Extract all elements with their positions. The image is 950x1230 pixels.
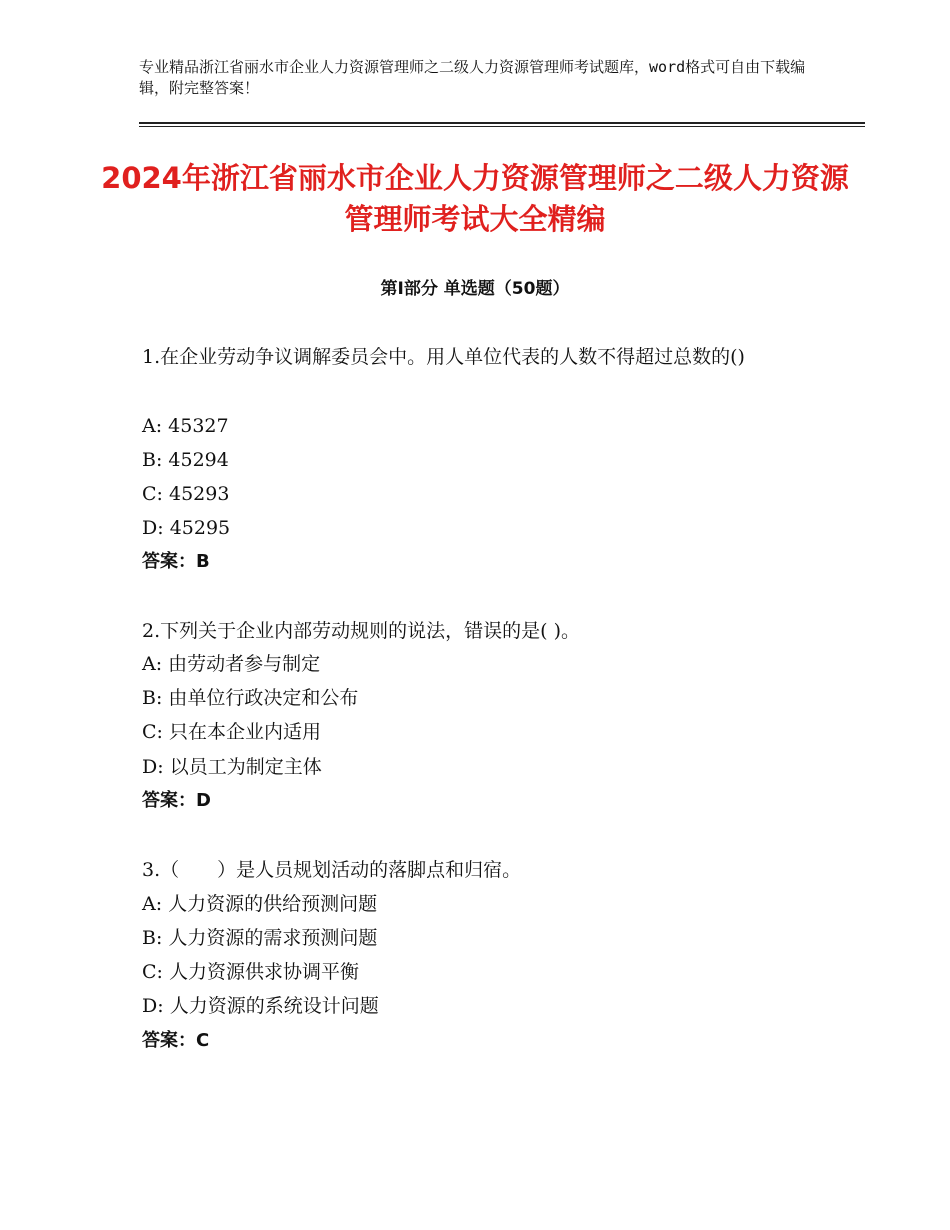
question-2-answer: 答案：D: [142, 790, 211, 811]
question-3-option-b: [142, 925, 377, 951]
option-text: 45327: [168, 415, 229, 437]
option-text: 人力资源的供给预测问题: [168, 893, 378, 915]
option-text: 45294: [168, 449, 229, 471]
option-key: C:: [142, 961, 163, 983]
option-text: 人力资源的系统设计问题: [169, 995, 379, 1017]
question-3-option-a: [142, 891, 377, 917]
option-key: A:: [142, 893, 163, 915]
section-heading: 第Ⅰ部分 单选题（50题）: [380, 279, 570, 299]
question-1-option-c: [142, 481, 229, 507]
document-title: 2024年浙江省丽水市企业人力资源管理师之二级人力资源管理师考试大全精编: [101, 161, 849, 236]
question-2-option-b: [142, 685, 358, 711]
question-3-stem: 3.（ ）是人员规划活动的落脚点和归宿。: [142, 859, 522, 881]
option-key: A:: [142, 415, 163, 437]
question-3-option-d: [142, 993, 379, 1019]
question-2-stem: 2.下列关于企业内部劳动规则的说法，错误的是( )。: [142, 620, 580, 642]
header-rule-thin: [139, 126, 865, 127]
option-text: 人力资源的需求预测问题: [168, 927, 378, 949]
question-1-option-a: [142, 413, 229, 439]
question-3-option-c: [142, 959, 359, 985]
header-rule-thick: [139, 122, 865, 124]
option-key: B:: [142, 449, 163, 471]
option-text: 由劳动者参与制定: [168, 653, 321, 675]
option-text: 以员工为制定主体: [169, 756, 322, 778]
option-text: 45293: [169, 483, 230, 505]
question-1-option-d: [142, 515, 230, 541]
option-key: C:: [142, 483, 163, 505]
header-note: 专业精品浙江省丽水市企业人力资源管理师之二级人力资源管理师考试题库，word格式可自由下载编辑，附完整答案！: [139, 58, 806, 97]
question-1-stem: 1.在企业劳动争议调解委员会中。用人单位代表的人数不得超过总数的(): [142, 346, 745, 368]
option-key: D:: [142, 517, 164, 539]
option-key: D:: [142, 995, 164, 1017]
option-key: A:: [142, 653, 163, 675]
question-1-option-b: [142, 447, 229, 473]
question-2-option-c: [142, 719, 321, 745]
option-text: 45295: [169, 517, 231, 539]
option-key: D:: [142, 756, 164, 778]
option-key: B:: [142, 687, 163, 709]
option-text: 人力资源供求协调平衡: [169, 961, 360, 983]
option-text: 只在本企业内适用: [169, 721, 322, 743]
option-key: C:: [142, 721, 163, 743]
question-3-answer: 答案：C: [142, 1030, 210, 1051]
question-1-answer: 答案：B: [142, 551, 210, 572]
question-2-option-d: [142, 754, 322, 780]
question-2-option-a: [142, 651, 320, 677]
option-key: B:: [142, 927, 163, 949]
option-text: 由单位行政决定和公布: [168, 687, 359, 709]
